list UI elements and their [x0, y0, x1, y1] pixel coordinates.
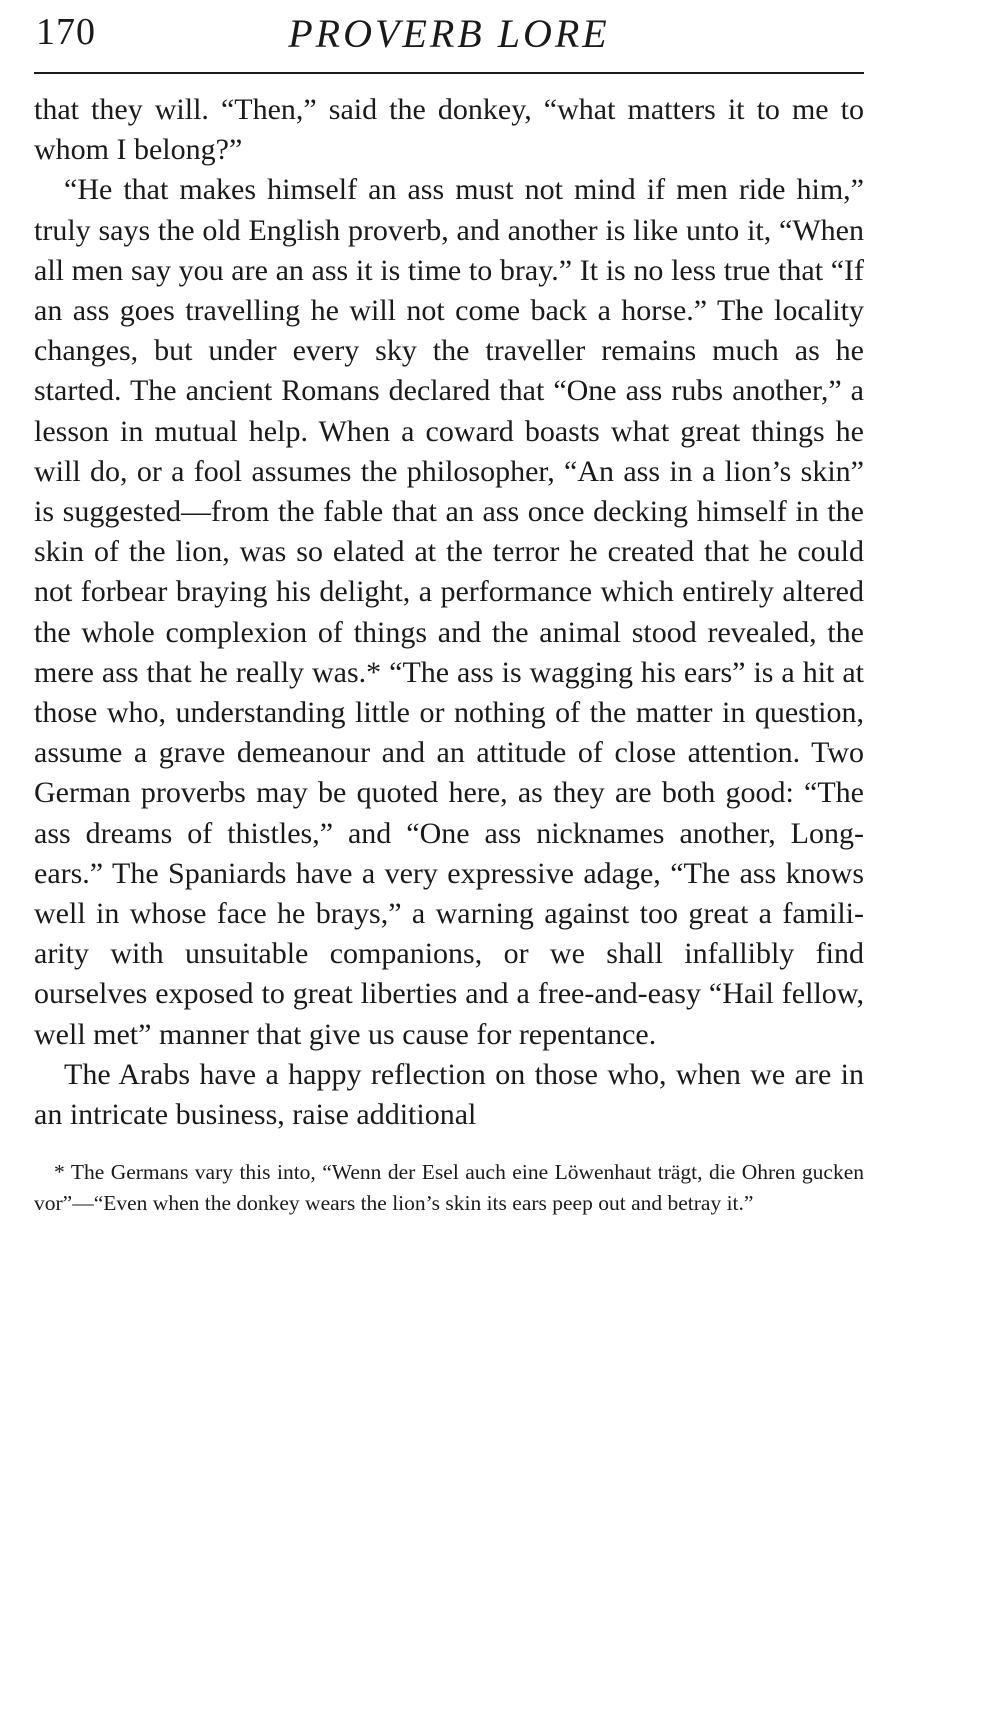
running-title: PROVERB LORE [288, 11, 610, 56]
body-text [34, 90, 864, 1135]
book-page [34, 0, 864, 1219]
page-number: 170 [36, 11, 96, 53]
paragraph-arabs: The Arabs have a happy reflection on those who, when we are in an intricate business, raise additional [34, 1057, 864, 1132]
paragraph-ass-proverbs: “He that makes himself an ass must not mind if men ride him,” truly says the old English proverb, and another is like unto it, “When all men say you are an ass it is time to bray.” It is no less true that “If an ass goes travelling he will not come back a horse.” The locality changes, but under every sky the traveller remains much as he started. The ancient Romans declared that “One ass rubs another,” a lesson in mutual help. When a coward boasts what great things he will do, or a fool assumes the philosopher, “An ass in a lion’s skin” is suggested—from the fable that an ass once decking himself in the skin of the lion, was so elated at the terror he created that he could not forbear braying his delight, a performance which entirely altered the whole complexion of things and the animal stood revealed, the mere ass that he really was.* “The ass is wagging his ears” is a hit at those who, understanding little or nothing of the matter in question, assume a grave demeanour and an attitude of close attention. Two German proverbs may be quoted here, as they are both good: “The ass dreams of thistles,” and “One ass nicknames another, Long-ears.” The Spaniards have a very expressive adage, “The ass knows well in whose face he brays,” a warning against too great a familiarity with unsuitable companions, or we shall infallibly find ourselves exposed to great liberties and a free-and-easy “Hail fellow, well met” manner that give us cause for repentance. [34, 173, 864, 1051]
page-header [34, 0, 864, 74]
footnote: * The Germans vary this into, “Wenn der Esel auch eine Löwenhaut trägt, die Ohren gucken vor”—“Even when the donkey wears the lion’s skin its ears peep out and betray it.” [34, 1160, 864, 1216]
paragraph-continued: that they will. “Then,” said the donkey, “what matters it to me to whom I belong?” [34, 93, 864, 167]
